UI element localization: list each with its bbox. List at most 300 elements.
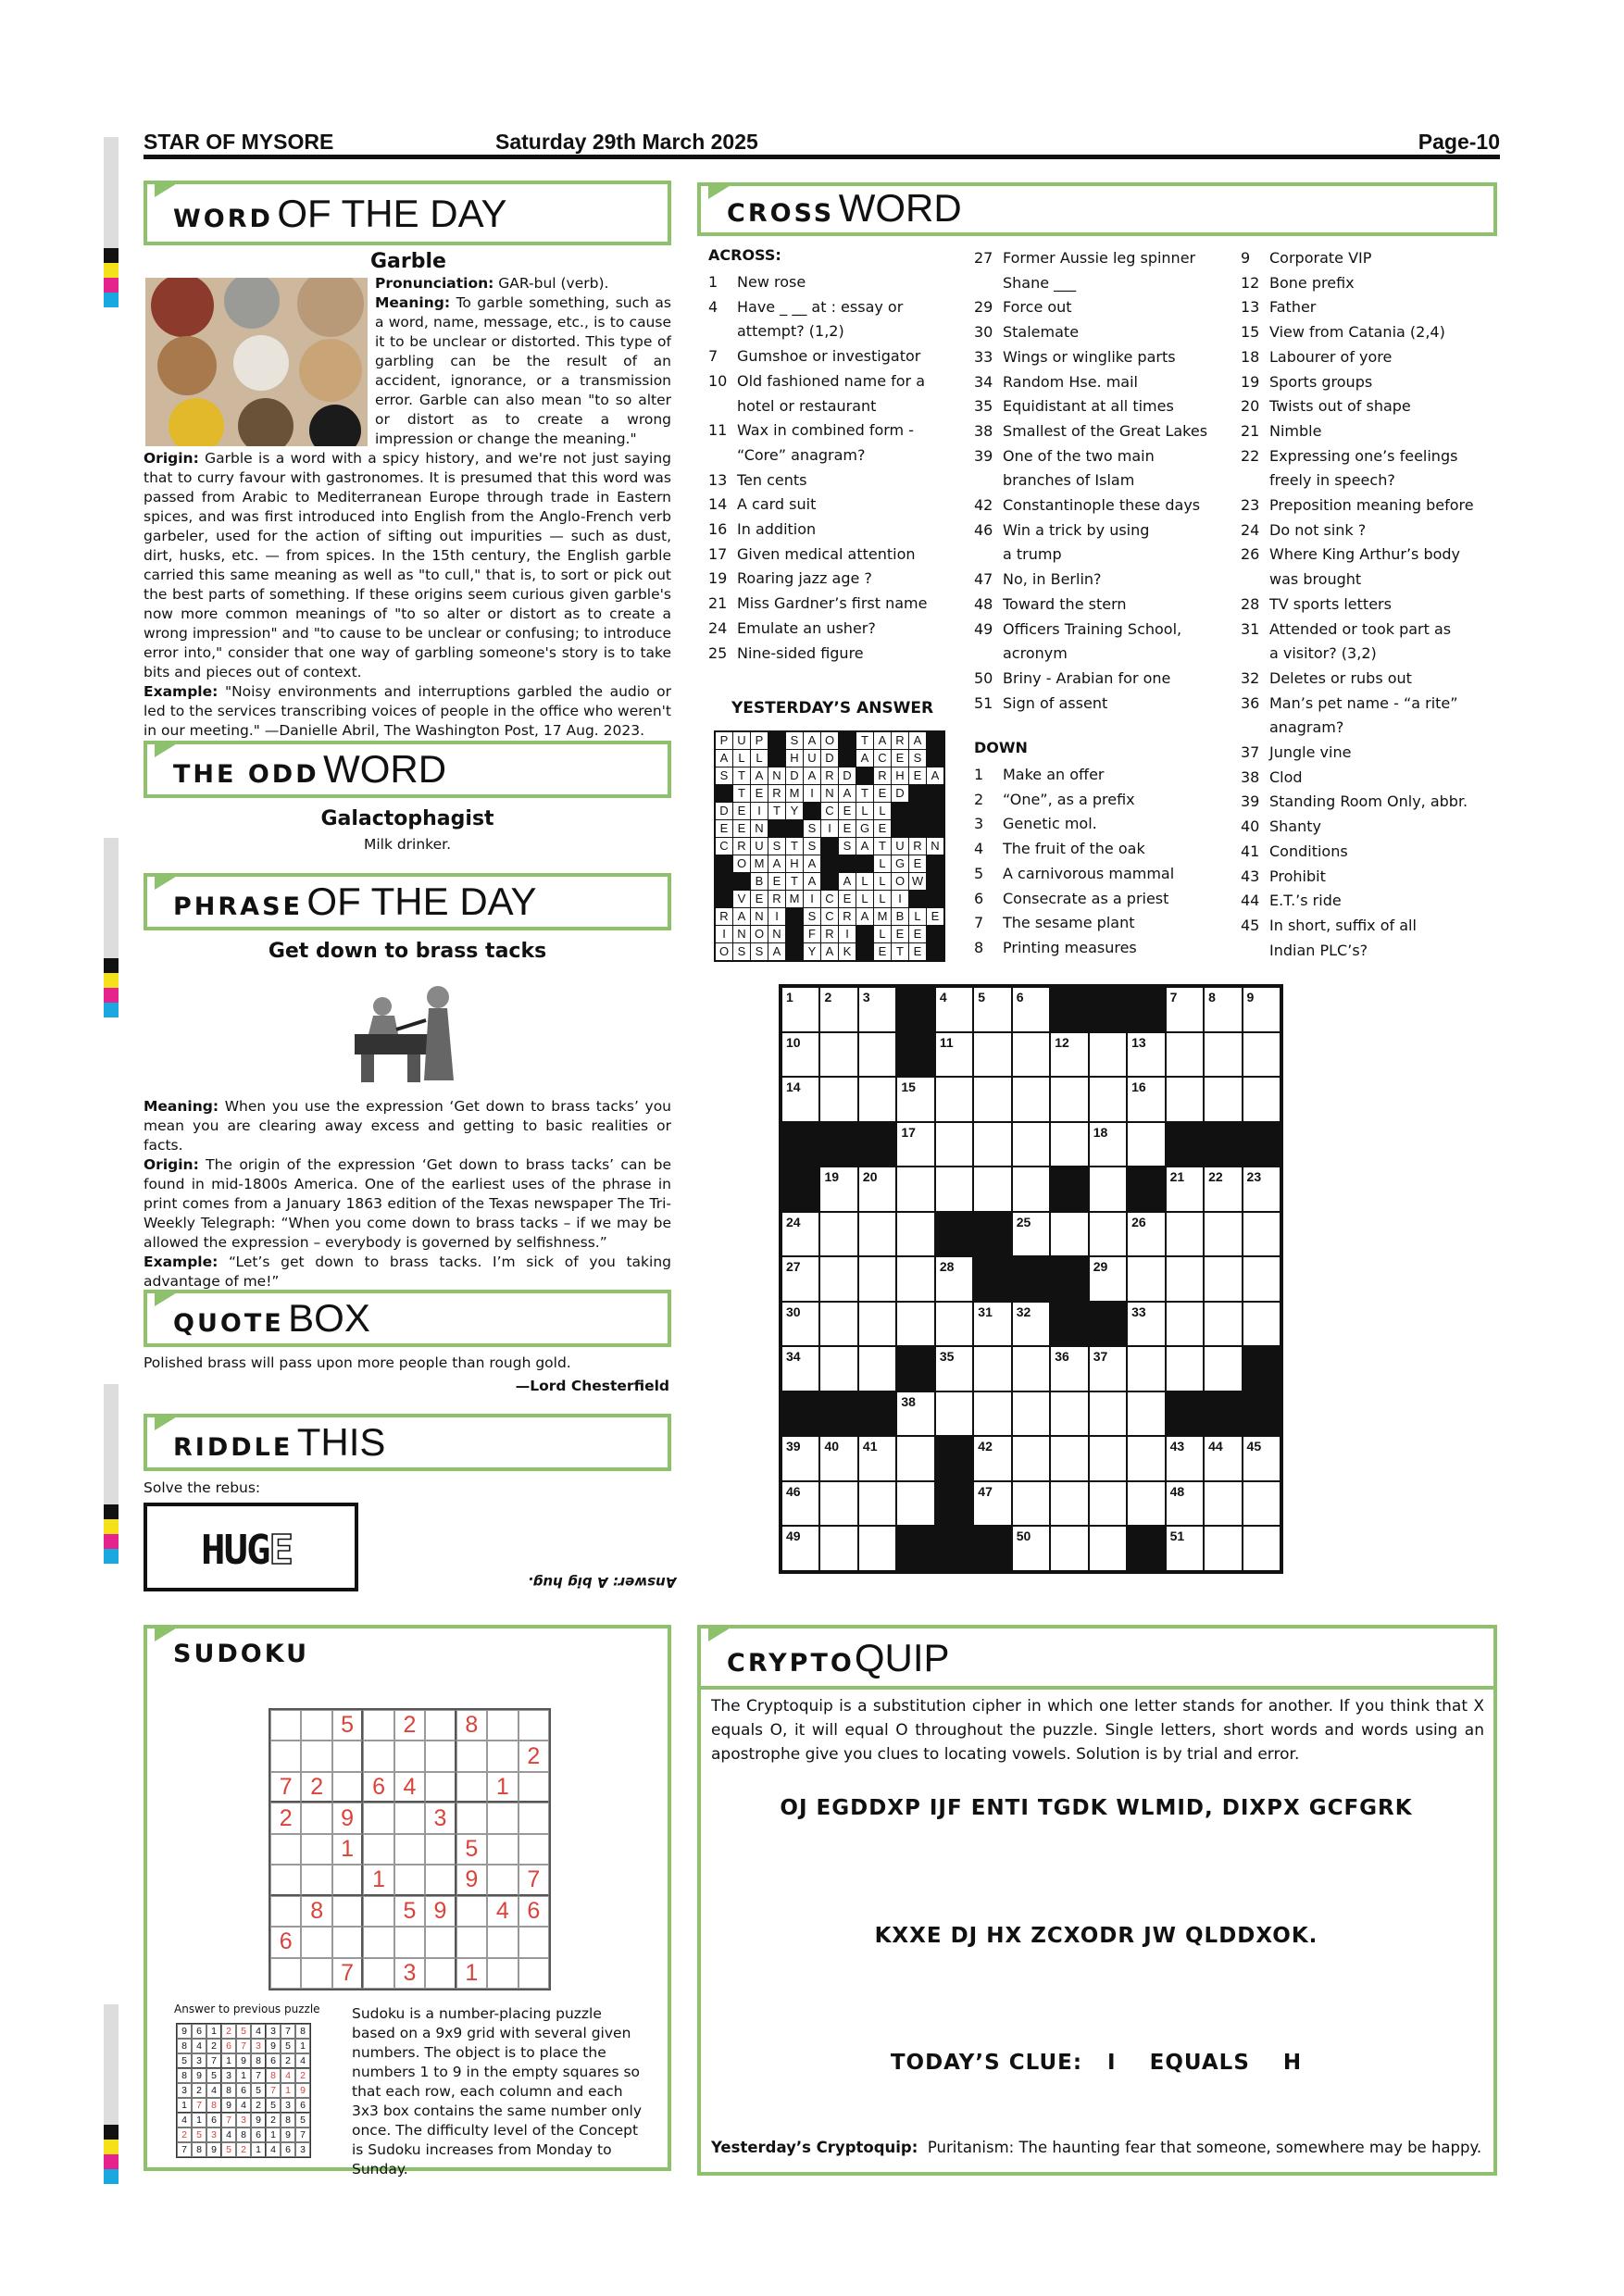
clue-item [974, 667, 1233, 692]
sudoku-cell[interactable] [363, 1927, 394, 1957]
quote-text: Polished brass will pass upon more people than rough gold. [144, 1354, 571, 1371]
crossword-cell[interactable] [974, 1303, 1010, 1346]
crossword-cell[interactable] [1013, 1482, 1049, 1526]
crossword-cell[interactable] [1205, 1303, 1241, 1346]
crossword-cell[interactable] [1243, 1078, 1280, 1121]
clue-text: freely in speech? [1269, 471, 1395, 490]
sudoku-cell[interactable]: 3 [425, 1803, 456, 1833]
sudoku-cell[interactable] [425, 1834, 456, 1865]
crossword-cell[interactable] [820, 988, 856, 1031]
crossword-cell[interactable] [1051, 1033, 1087, 1077]
answer-cell: A [804, 767, 820, 784]
answer-cell: E [909, 943, 926, 960]
answer-cell: E [909, 926, 926, 942]
clue-item [974, 618, 1233, 643]
crossword-cell[interactable] [859, 988, 895, 1031]
crossword-cell[interactable] [782, 988, 818, 1031]
crossword-cell [1128, 988, 1164, 1031]
crossword-cell[interactable] [1090, 1033, 1126, 1077]
crossword-cell[interactable] [936, 1033, 972, 1077]
answer-cell: E [733, 803, 750, 819]
sudoku-cell[interactable] [487, 1710, 518, 1741]
sudoku-cell[interactable] [270, 1865, 301, 1895]
clue-number: 8 [974, 938, 984, 956]
crossword-cell[interactable] [1051, 1213, 1087, 1256]
sudoku-cell[interactable] [487, 1803, 518, 1833]
crossword-cell[interactable] [936, 1347, 972, 1391]
sudoku-description: Sudoku is a number-placing puzzle based on a 9x9 grid with several given numbers. The object is to place the numbers 1 to 9 in the empty squares so that each row, each column and each 3x3 box contains the same number only once. The difficulty level of the Concept is Sudoku increases from Monday to Sunday. [352, 2005, 643, 2177]
previous-sudoku-cell: 2 [177, 2128, 192, 2142]
sudoku-cell[interactable]: 2 [394, 1710, 425, 1741]
cell-number: 21 [1169, 1169, 1185, 1185]
sudoku-cell[interactable] [332, 1772, 363, 1803]
crossword-cell[interactable] [1167, 1257, 1203, 1301]
crossword-cell[interactable] [859, 1527, 895, 1570]
sudoku-cell[interactable]: 1 [363, 1865, 394, 1895]
sudoku-cell[interactable] [270, 1741, 301, 1771]
clue-item [974, 320, 1233, 345]
answer-cell: T [786, 873, 803, 890]
sudoku-cell[interactable] [456, 1896, 487, 1927]
crossword-cell[interactable] [897, 1303, 933, 1346]
crossword-cell[interactable] [1013, 1437, 1049, 1480]
sudoku-cell[interactable] [487, 1741, 518, 1771]
crossword-cell[interactable] [897, 1392, 933, 1436]
sudoku-cell[interactable] [301, 1741, 331, 1771]
sudoku-cell[interactable]: 4 [394, 1772, 425, 1803]
sudoku-cell[interactable]: 5 [332, 1710, 363, 1741]
crossword-grid[interactable] [779, 984, 1283, 1574]
clue-number: 34 [974, 372, 993, 391]
crossword-cell[interactable] [1128, 1303, 1164, 1346]
crossword-cell[interactable] [936, 1167, 972, 1211]
crossword-cell[interactable] [1167, 1303, 1203, 1346]
crossword-cell[interactable] [1243, 1213, 1280, 1256]
sudoku-cell[interactable] [425, 1710, 456, 1741]
crossword-cell[interactable] [897, 1437, 933, 1480]
sudoku-cell[interactable] [270, 1834, 301, 1865]
sudoku-cell[interactable] [363, 1710, 394, 1741]
clue-number: 7 [708, 347, 718, 366]
sudoku-cell[interactable]: 5 [394, 1896, 425, 1927]
clue-item [708, 270, 958, 295]
previous-sudoku-cell: 4 [236, 2098, 251, 2113]
sudoku-cell[interactable] [394, 1927, 425, 1957]
crossword-cell[interactable] [1205, 1347, 1241, 1391]
crossword-cell[interactable] [1205, 1482, 1241, 1526]
sudoku-cell[interactable] [456, 1741, 487, 1771]
answer-cell [768, 820, 785, 837]
crossword-cell[interactable] [1013, 1392, 1049, 1436]
crossword-cell[interactable] [974, 1437, 1010, 1480]
crossword-cell[interactable] [820, 1303, 856, 1346]
sudoku-cell[interactable] [363, 1741, 394, 1771]
across-label: ACROSS: [708, 246, 781, 264]
crossword-cell[interactable] [1243, 1303, 1280, 1346]
crossword-cell[interactable] [936, 1078, 972, 1121]
crossword-cell[interactable] [782, 1078, 818, 1121]
sudoku-cell[interactable] [518, 1803, 549, 1833]
sudoku-cell[interactable]: 9 [456, 1865, 487, 1895]
crossword-cell[interactable] [1205, 1213, 1241, 1256]
previous-sudoku-cell: 1 [206, 2024, 221, 2039]
crossword-cell[interactable] [1205, 988, 1241, 1031]
clue-item [974, 788, 1233, 813]
crossword-cell[interactable] [974, 1482, 1010, 1526]
crossword-cell[interactable] [782, 1033, 818, 1077]
rebus-box [144, 1503, 358, 1591]
sudoku-cell[interactable] [301, 1958, 331, 1989]
clue-item [708, 642, 958, 667]
crossword-cell[interactable] [782, 1482, 818, 1526]
sudoku-cell[interactable] [518, 1772, 549, 1803]
crossword-cell[interactable] [1090, 1078, 1126, 1121]
crossword-cell[interactable] [1205, 1257, 1241, 1301]
answer-cell [927, 732, 943, 749]
crossword-cell[interactable] [897, 1123, 933, 1167]
cryptoquip-clue: TODAY’S CLUE: I EQUALS H [890, 2051, 1303, 2075]
sudoku-cell[interactable]: 9 [332, 1803, 363, 1833]
crossword-cell[interactable] [1051, 1347, 1087, 1391]
clue-number: 23 [1241, 496, 1260, 515]
answer-cell: I [751, 803, 768, 819]
clue-number: 26 [1241, 545, 1260, 564]
crossword-cell[interactable] [1167, 1437, 1203, 1480]
sudoku-cell[interactable] [363, 1803, 394, 1833]
crossword-cell[interactable] [1243, 1167, 1280, 1211]
sudoku-cell[interactable]: 6 [270, 1927, 301, 1957]
sudoku-cell[interactable] [332, 1741, 363, 1771]
answer-cell: E [909, 855, 926, 872]
crossword-cell[interactable] [1051, 1392, 1087, 1436]
crossword-cell[interactable] [820, 1257, 856, 1301]
answer-cell: C [716, 838, 732, 855]
crossword-cell[interactable] [1051, 1527, 1087, 1570]
crossword-cell[interactable] [936, 1392, 972, 1436]
crossword-cell[interactable] [1167, 1078, 1203, 1121]
clue-number: 47 [974, 570, 993, 589]
crossword-cell[interactable] [1243, 1527, 1280, 1570]
crossword-cell [1205, 1123, 1241, 1167]
crossword-cell[interactable] [782, 1527, 818, 1570]
sudoku-cell[interactable] [487, 1834, 518, 1865]
clue-number: 27 [974, 249, 993, 267]
crossword-cell[interactable] [1090, 1213, 1126, 1256]
crossword-cell[interactable] [1013, 1213, 1049, 1256]
crossword-cell[interactable] [1128, 1123, 1164, 1167]
crossword-cell[interactable] [974, 1033, 1010, 1077]
clue-number [974, 543, 1003, 568]
sudoku-cell[interactable] [518, 1958, 549, 1989]
crossword-cell[interactable] [1205, 1167, 1241, 1211]
crossword-cell[interactable] [1205, 1527, 1241, 1570]
clue-text: Expressing one’s feelings [1269, 446, 1458, 465]
crossword-cell[interactable] [1090, 1482, 1126, 1526]
crossword-cell[interactable] [1128, 1033, 1164, 1077]
sudoku-cell[interactable]: 6 [518, 1896, 549, 1927]
sudoku-cell[interactable] [425, 1958, 456, 1989]
crossword-cell[interactable] [1051, 1123, 1087, 1167]
crossword-cell[interactable] [936, 1257, 972, 1301]
sudoku-cell[interactable] [456, 1927, 487, 1957]
sudoku-cell[interactable] [394, 1803, 425, 1833]
clue-item [708, 468, 958, 493]
answer-cell: A [716, 750, 732, 767]
crossword-cell[interactable] [1243, 1437, 1280, 1480]
crossword-cell[interactable] [1090, 1437, 1126, 1480]
crossword-cell[interactable] [1013, 1167, 1049, 1211]
spice-jars-image [145, 278, 368, 446]
sudoku-cell[interactable] [270, 1896, 301, 1927]
crossword-cell[interactable] [1128, 1347, 1164, 1391]
sudoku-cell[interactable] [301, 1710, 331, 1741]
crossword-cell[interactable] [1090, 1527, 1126, 1570]
previous-sudoku-cell: 1 [295, 2039, 310, 2053]
sudoku-cell[interactable] [394, 1865, 425, 1895]
crossword-cell[interactable] [1090, 1347, 1126, 1391]
crossword-cell[interactable] [820, 1527, 856, 1570]
sudoku-cell[interactable] [363, 1896, 394, 1927]
clue-item [1241, 271, 1500, 296]
crossword-cell[interactable] [1167, 1347, 1203, 1391]
answer-cell: E [874, 820, 891, 837]
crossword-cell[interactable] [1013, 1123, 1049, 1167]
sudoku-cell[interactable] [487, 1927, 518, 1957]
sudoku-cell[interactable] [301, 1865, 331, 1895]
crossword-cell[interactable] [859, 1303, 895, 1346]
crossword-cell[interactable] [897, 1078, 933, 1121]
sudoku-cell[interactable] [425, 1927, 456, 1957]
crossword-cell[interactable] [936, 1123, 972, 1167]
sudoku-cell[interactable] [518, 1927, 549, 1957]
sudoku-cell[interactable]: 6 [363, 1772, 394, 1803]
sudoku-cell[interactable]: 3 [394, 1958, 425, 1989]
sudoku-cell[interactable] [487, 1958, 518, 1989]
clue-item [1241, 394, 1500, 419]
clue-item [974, 692, 1233, 717]
crossword-cell[interactable] [1205, 1033, 1241, 1077]
crossword-cell[interactable] [1090, 1392, 1126, 1436]
crossword-cell[interactable] [1128, 1257, 1164, 1301]
crossword-cell[interactable] [782, 1347, 818, 1391]
sudoku-cell[interactable] [301, 1803, 331, 1833]
crossword-cell[interactable] [1205, 1437, 1241, 1480]
sudoku-cell[interactable] [270, 1958, 301, 1989]
clue-number [1241, 716, 1269, 741]
quote-banner: QUOTE BOX [144, 1290, 671, 1347]
crossword-cell[interactable] [1205, 1078, 1241, 1121]
crossword-cell[interactable] [1051, 1482, 1087, 1526]
answer-cell: K [839, 943, 856, 960]
sudoku-cell[interactable] [425, 1865, 456, 1895]
answer-cell [716, 785, 732, 802]
crossword-cell[interactable] [1013, 1033, 1049, 1077]
previous-sudoku-cell: 4 [206, 2083, 221, 2098]
crossword-cell[interactable] [1128, 1392, 1164, 1436]
previous-sudoku-cell: 4 [192, 2039, 206, 2053]
crossword-cell[interactable] [820, 1167, 856, 1211]
sudoku-cell[interactable] [456, 1803, 487, 1833]
sudoku-cell[interactable] [332, 1865, 363, 1895]
sudoku-cell[interactable]: 2 [301, 1772, 331, 1803]
crossword-cell[interactable] [820, 1482, 856, 1526]
sudoku-cell[interactable]: 4 [487, 1896, 518, 1927]
sudoku-cell[interactable] [301, 1834, 331, 1865]
crossword-cell[interactable] [820, 1347, 856, 1391]
sudoku-cell[interactable]: 7 [518, 1865, 549, 1895]
crossword-cell[interactable] [1128, 1213, 1164, 1256]
crossword-cell[interactable] [782, 1437, 818, 1480]
crossword-cell [820, 1123, 856, 1167]
sudoku-cell[interactable]: 5 [456, 1834, 487, 1865]
crossword-cell[interactable] [859, 1033, 895, 1077]
sudoku-cell[interactable] [394, 1834, 425, 1865]
sudoku-cell[interactable]: 7 [332, 1958, 363, 1989]
crossword-cell[interactable] [1090, 1257, 1126, 1301]
crossword-cell[interactable] [859, 1257, 895, 1301]
answer-cell: D [892, 785, 908, 802]
previous-sudoku-cell: 2 [221, 2024, 236, 2039]
sudoku-cell[interactable] [425, 1741, 456, 1771]
crossword-cell[interactable] [1243, 1033, 1280, 1077]
sudoku-cell[interactable] [332, 1896, 363, 1927]
sudoku-cell[interactable] [394, 1741, 425, 1771]
crossword-cell[interactable] [1051, 1078, 1087, 1121]
crossword-cell[interactable] [974, 1167, 1010, 1211]
crossword-cell[interactable] [936, 988, 972, 1031]
crossword-cell[interactable] [859, 1482, 895, 1526]
crossword-cell[interactable] [974, 1347, 1010, 1391]
answer-cell: A [768, 855, 785, 872]
sudoku-cell[interactable] [301, 1927, 331, 1957]
answer-cell: D [821, 750, 838, 767]
sudoku-cell[interactable]: 1 [332, 1834, 363, 1865]
clue-number [974, 468, 1003, 493]
sudoku-cell[interactable] [518, 1710, 549, 1741]
sudoku-cell[interactable] [332, 1927, 363, 1957]
crossword-cell[interactable] [859, 1437, 895, 1480]
clue-number [1241, 939, 1269, 964]
crossword-cell[interactable] [1090, 1167, 1126, 1211]
crossword-cell [859, 1392, 895, 1436]
crossword-cell[interactable] [1128, 1078, 1164, 1121]
quote-author: —Lord Chesterfield [515, 1378, 669, 1394]
crossword-cell[interactable] [1167, 1033, 1203, 1077]
cell-number: 33 [1131, 1304, 1146, 1319]
sudoku-cell[interactable] [363, 1834, 394, 1865]
cell-number: 50 [1016, 1529, 1031, 1544]
sudoku-grid[interactable] [269, 1708, 551, 1990]
crossword-cell [820, 1392, 856, 1436]
crossword-cell[interactable] [974, 988, 1010, 1031]
crossword-cell[interactable] [897, 1482, 933, 1526]
answer-cell: C [821, 908, 838, 925]
crossword-cell[interactable] [1128, 1482, 1164, 1526]
crossword-cell[interactable] [936, 1303, 972, 1346]
crossword-cell[interactable] [1013, 988, 1049, 1031]
crossword-cell[interactable] [1167, 988, 1203, 1031]
crossword-cell[interactable] [974, 1123, 1010, 1167]
sudoku-cell[interactable] [456, 1772, 487, 1803]
crossword-cell[interactable] [859, 1078, 895, 1121]
crossword-cell[interactable] [859, 1167, 895, 1211]
crossword-cell[interactable] [820, 1437, 856, 1480]
crossword-cell[interactable] [1128, 1437, 1164, 1480]
clue-text: Prohibit [1269, 867, 1326, 885]
crossword-cell[interactable] [782, 1303, 818, 1346]
crossword-cell[interactable] [820, 1213, 856, 1256]
crossword-cell[interactable] [897, 1167, 933, 1211]
crossword-cell[interactable] [974, 1392, 1010, 1436]
crossword-cell[interactable] [1167, 1167, 1203, 1211]
crossword-cell [1051, 988, 1087, 1031]
crossword-cell[interactable] [1013, 1078, 1049, 1121]
sudoku-cell[interactable]: 2 [518, 1741, 549, 1771]
crossword-cell[interactable] [897, 1257, 933, 1301]
sudoku-cell[interactable]: 2 [270, 1803, 301, 1833]
sudoku-cell[interactable]: 1 [487, 1772, 518, 1803]
sudoku-cell[interactable]: 7 [270, 1772, 301, 1803]
sudoku-cell[interactable] [425, 1772, 456, 1803]
sudoku-cell[interactable]: 8 [456, 1710, 487, 1741]
crossword-cell[interactable] [1013, 1303, 1049, 1346]
sudoku-cell[interactable]: 1 [456, 1958, 487, 1989]
clue-item [1241, 320, 1500, 345]
crossword-cell[interactable] [1243, 988, 1280, 1031]
crossword-cell[interactable] [1090, 1123, 1126, 1167]
crossword-cell[interactable] [820, 1033, 856, 1077]
clue-item [708, 319, 958, 344]
clue-number: 43 [1241, 867, 1260, 885]
cell-number: 30 [786, 1304, 801, 1319]
sudoku-cell[interactable]: 8 [301, 1896, 331, 1927]
crossword-cell[interactable] [1243, 1482, 1280, 1526]
answer-cell: S [839, 838, 856, 855]
crossword-cell[interactable] [1051, 1437, 1087, 1480]
clue-item [1241, 618, 1500, 643]
crossword-cell[interactable] [1167, 1482, 1203, 1526]
page-header [144, 130, 1500, 159]
sudoku-cell[interactable] [270, 1710, 301, 1741]
answer-cell: L [874, 855, 891, 872]
sudoku-cell[interactable] [518, 1834, 549, 1865]
crossword-cell[interactable] [820, 1078, 856, 1121]
crossword-cell[interactable] [859, 1347, 895, 1391]
crossword-cell[interactable] [1013, 1347, 1049, 1391]
clue-number: 7 [974, 914, 984, 932]
crossword-cell[interactable] [1167, 1213, 1203, 1256]
crossword-cell[interactable] [897, 1213, 933, 1256]
crossword-cell[interactable] [782, 1213, 818, 1256]
previous-sudoku-cell: 4 [221, 2128, 236, 2142]
crossword-cell[interactable] [974, 1078, 1010, 1121]
clue-item [1241, 642, 1500, 667]
crossword-cell[interactable] [1167, 1527, 1203, 1570]
cell-number: 45 [1246, 1439, 1262, 1454]
sudoku-cell[interactable] [487, 1865, 518, 1895]
answer-cell: I [804, 891, 820, 907]
clue-text: Father [1269, 298, 1317, 317]
crossword-cell[interactable] [782, 1257, 818, 1301]
sudoku-cell[interactable]: 9 [425, 1896, 456, 1927]
sudoku-cell[interactable] [363, 1958, 394, 1989]
crossword-cell[interactable] [1013, 1527, 1049, 1570]
clue-text: Constantinople these days [1003, 496, 1201, 515]
crossword-cell[interactable] [1243, 1257, 1280, 1301]
clue-text: Twists out of shape [1269, 397, 1411, 416]
previous-sudoku-cell: 9 [295, 2083, 310, 2098]
crossword-cell[interactable] [859, 1213, 895, 1256]
